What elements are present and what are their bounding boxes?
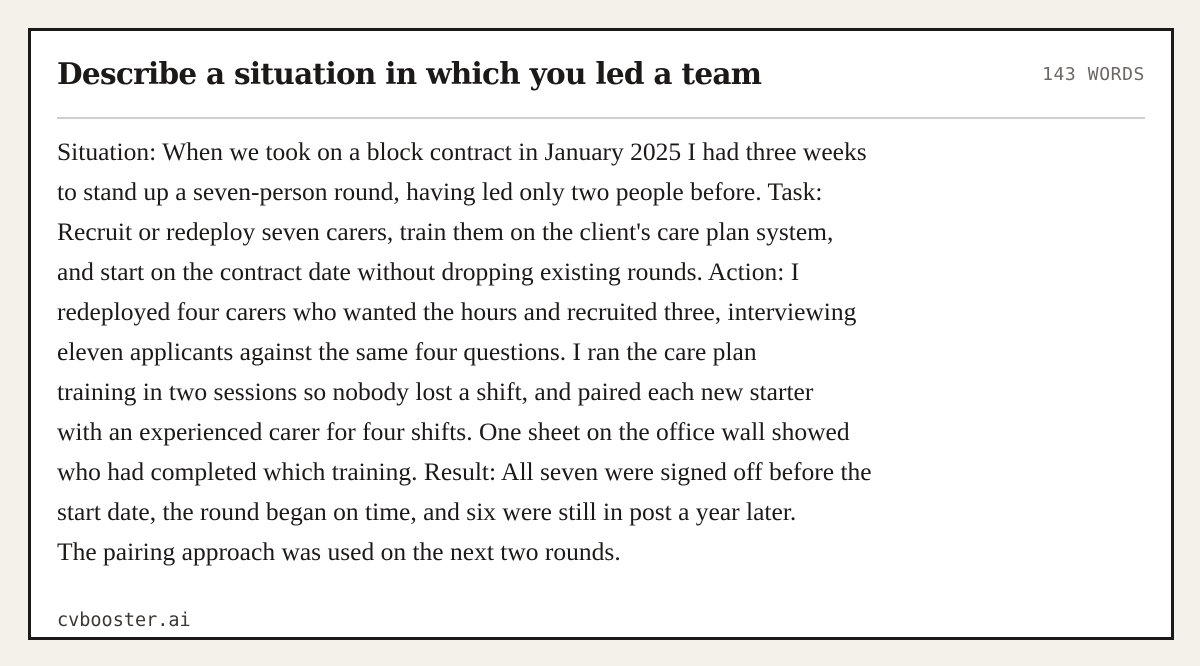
answer-body — [57, 132, 1017, 572]
answer-line: Situation: When we took on a block contract in January 2025 I had three weeks — [57, 137, 867, 166]
answer-line: start date, the round began on time, and six were still in post a year later. — [57, 497, 797, 526]
answer-line: who had completed which training. Result: All seven were signed off before the — [57, 457, 872, 486]
card-header — [57, 31, 1145, 119]
answer-line: with an experienced carer for four shifts. One sheet on the office wall showed — [57, 417, 850, 446]
answer-card — [28, 28, 1174, 640]
brand-footer: cvbooster.ai — [57, 610, 191, 631]
answer-line: training in two sessions so nobody lost a shift, and paired each new starter — [57, 377, 814, 406]
answer-line: and start on the contract date without dropping existing rounds. Action: I — [57, 257, 800, 286]
answer-line: redeployed four carers who wanted the hours and recruited three, interviewing — [57, 297, 857, 326]
answer-line: The pairing approach was used on the next two rounds. — [57, 537, 621, 566]
question-title: Describe a situation in which you led a team — [57, 56, 762, 91]
word-count: 143 WORDS — [1042, 64, 1145, 85]
answer-line: to stand up a seven-person round, having led only two people before. Task: — [57, 177, 823, 206]
answer-line: eleven applicants against the same four questions. I ran the care plan — [57, 337, 757, 366]
answer-line: Recruit or redeploy seven carers, train them on the client's care plan system, — [57, 217, 834, 246]
